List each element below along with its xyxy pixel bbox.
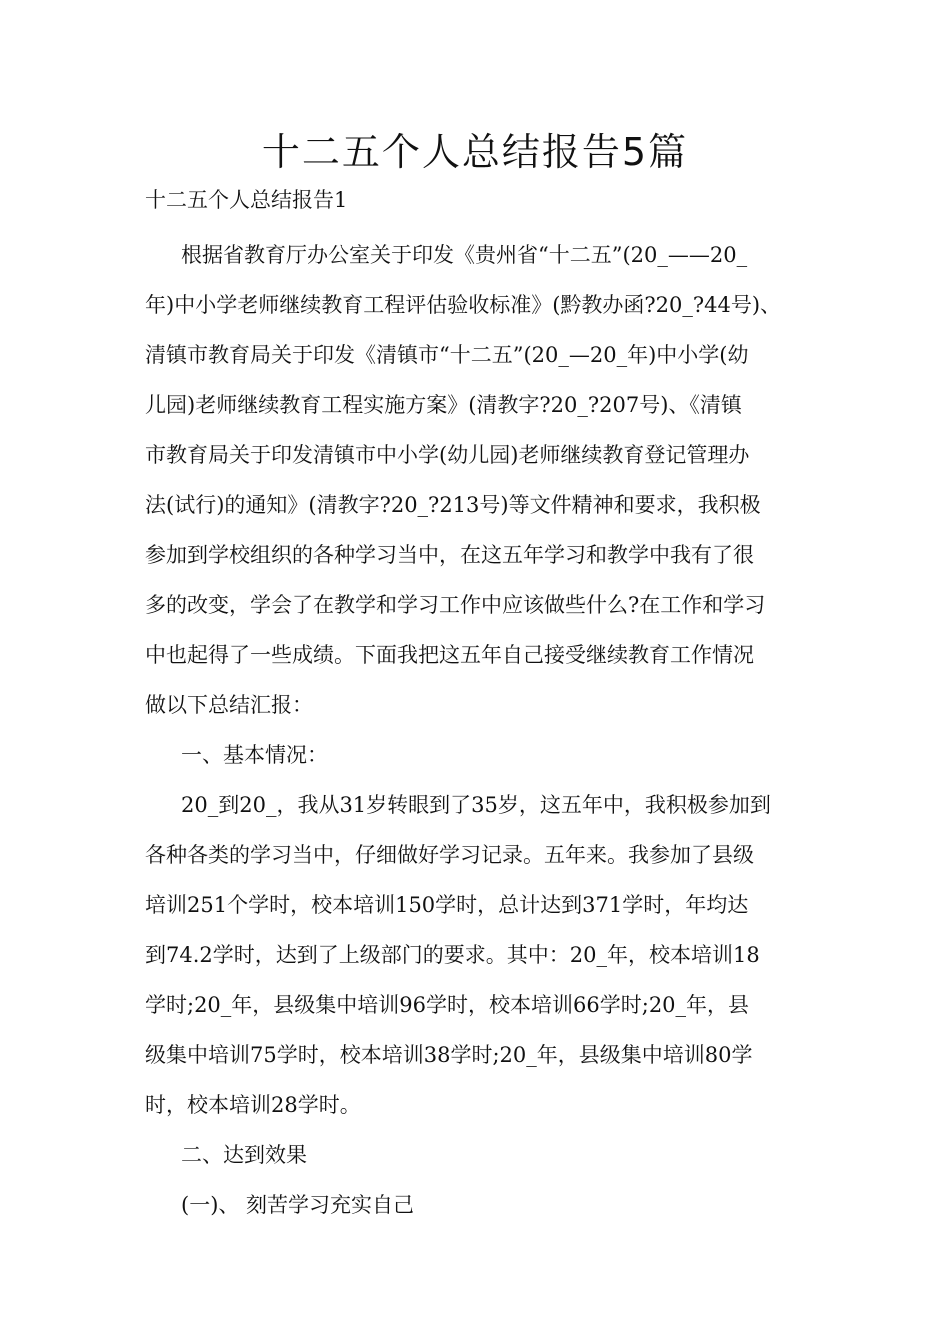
subsection-heading: (一)、 刻苦学习充实自己 bbox=[181, 1193, 415, 1217]
paragraph-line: 多的改变，学会了在教学和学习工作中应该做些什么?在工作和学习 bbox=[145, 593, 766, 617]
paragraph-line: 儿园)老师继续教育工程实施方案》(清教字?20_?207号)、《清镇 bbox=[145, 393, 742, 417]
paragraph-line: 参加到学校组织的各种学习当中，在这五年学习和教学中我有了很 bbox=[145, 543, 754, 567]
paragraph-line: 年)中小学老师继续教育工程评估验收标准》(黔教办函?20_?44号)、 bbox=[145, 293, 782, 317]
paragraph-line: 清镇市教育局关于印发《清镇市“十二五”(20_—20_年)中小学(幼 bbox=[145, 343, 749, 367]
paragraph-line: 各种各类的学习当中，仔细做好学习记录。五年来。我参加了县级 bbox=[145, 843, 754, 867]
section-heading: 一、基本情况： bbox=[181, 743, 328, 767]
paragraph-line: 到74.2学时，达到了上级部门的要求。其中：20_年，校本培训18 bbox=[145, 943, 760, 967]
paragraph-line: 市教育局关于印发清镇市中小学(幼儿园)老师继续教育登记管理办 bbox=[145, 443, 750, 467]
section-subtitle: 十二五个人总结报告1 bbox=[145, 188, 348, 212]
section-heading: 二、达到效果 bbox=[181, 1143, 307, 1167]
paragraph-line: 做以下总结汇报： bbox=[145, 693, 313, 717]
paragraph-line: 中也起得了一些成绩。下面我把这五年自己接受继续教育工作情况 bbox=[145, 643, 754, 667]
paragraph-line: 时，校本培训28学时。 bbox=[145, 1093, 361, 1117]
paragraph-line: 20_到20_，我从31岁转眼到了35岁，这五年中，我积极参加到 bbox=[181, 793, 771, 817]
paragraph-line: 培训251个学时，校本培训150学时，总计达到371学时，年均达 bbox=[145, 893, 749, 917]
paragraph-line: 法(试行)的通知》(清教字?20_?213号)等文件精神和要求，我积极 bbox=[145, 493, 761, 517]
paragraph-line: 学时;20_年，县级集中培训96学时，校本培训66学时;20_年，县 bbox=[145, 993, 750, 1017]
document-title: 十二五个人总结报告5篇 bbox=[261, 130, 689, 174]
paragraph-line: 根据省教育厅办公室关于印发《贵州省“十二五”(20_——20_ bbox=[181, 243, 748, 267]
paragraph-line: 级集中培训75学时，校本培训38学时;20_年，县级集中培训80学 bbox=[145, 1043, 753, 1067]
document-body bbox=[145, 230, 820, 1230]
